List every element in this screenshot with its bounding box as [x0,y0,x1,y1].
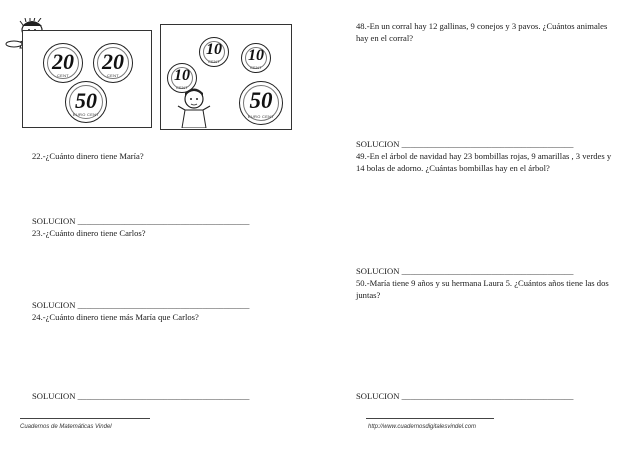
coin-maria-2: 20 CENT [93,43,133,83]
coin-carlos-2: 10 CENT [241,43,271,73]
boy-illustration-icon [176,86,212,128]
solution-line-23: SOLUCION ________________________________________ [32,300,250,310]
coin-maria-1: 20 CENT [43,43,83,83]
footer-left: Cuadernos de Matemáticas Vindel [20,424,112,430]
solution-line-50: SOLUCION ________________________________________ [356,391,574,401]
solution-line-24: SOLUCION ________________________________________ [32,391,250,401]
footer-rule-right [366,418,494,419]
maria-coins-box [22,30,152,128]
footer-right: http://www.cuadernosdigitalesvindel.com [368,424,477,430]
question-24: 24.-¿Cuánto dinero tiene más María que Carlos? [32,312,199,322]
coin-carlos-3: 10 CENT [167,63,197,93]
solution-line-49: SOLUCION ________________________________________ [356,266,574,276]
coin-carlos-1: 10 CENT [199,37,229,67]
footer-rule-left [20,418,150,419]
question-49: 49.-En el árbol de navidad hay 23 bombillas rojas, 9 amarillas , 3 verdes y 14 bolas de adorno. ¿Cuántas bombillas hay en el árbol? [356,151,612,173]
coin-maria-3: 50 EURO CENT [65,81,107,123]
coin-carlos-4: 50 EURO CENT [239,81,283,125]
question-50: 50.-María tiene 9 años y su hermana Laura 5. ¿Cuántos años tiene las dos juntas? [356,278,609,300]
question-48: 48.-En un corral hay 12 gallinas, 9 conejos y 3 pavos. ¿Cuántos animales hay en el corral? [356,21,608,43]
solution-line-48: SOLUCION ________________________________________ [356,139,574,149]
question-23: 23.-¿Cuánto dinero tiene Carlos? [32,228,146,238]
question-22: 22.-¿Cuánto dinero tiene María? [32,151,144,161]
solution-line-22: SOLUCION ________________________________________ [32,216,250,226]
